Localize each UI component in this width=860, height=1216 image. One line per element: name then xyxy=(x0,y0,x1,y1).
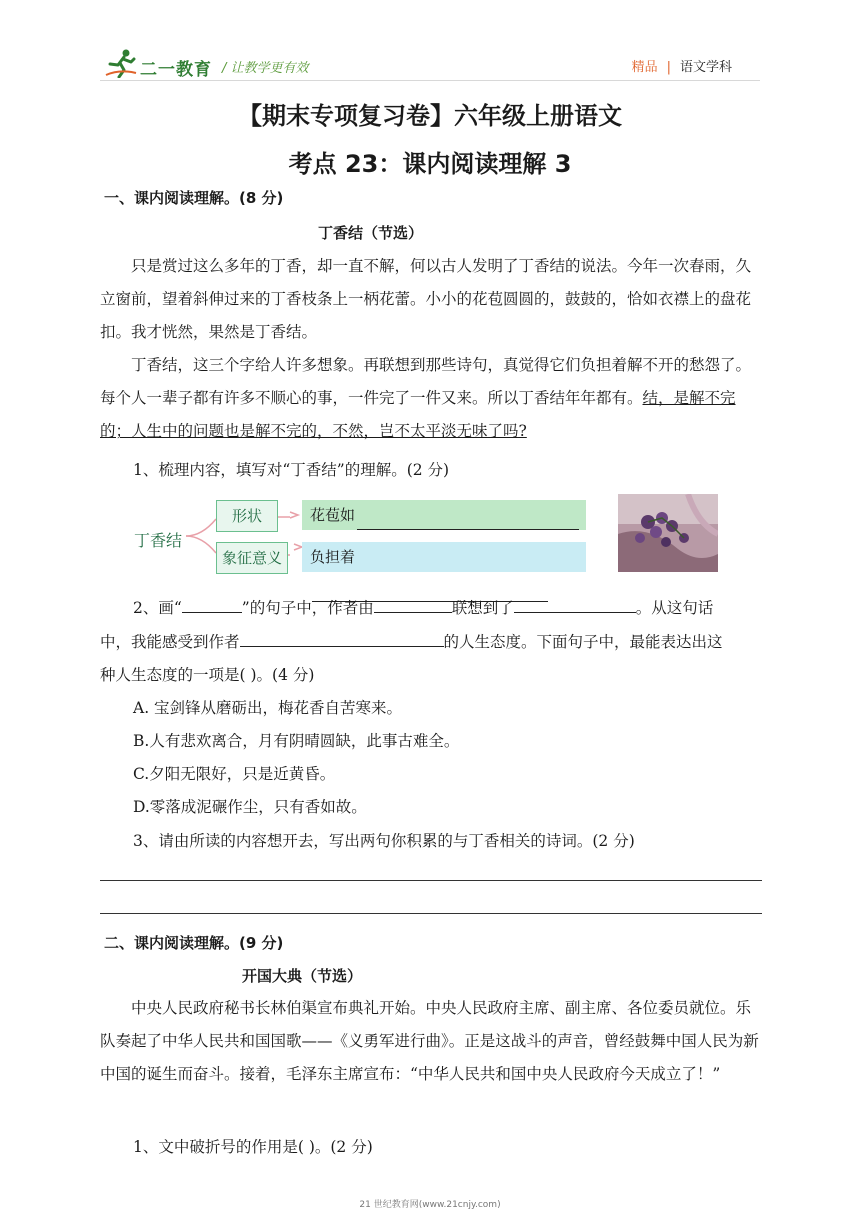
diagram-meaning-answer xyxy=(302,542,586,572)
q2-blank-sentence[interactable] xyxy=(182,598,242,613)
subject-tag: 语文学科 xyxy=(679,60,732,75)
answer-line-2[interactable] xyxy=(100,913,762,914)
brand-slogan: / 让教学更有效 xyxy=(222,61,309,76)
q2-text-c: 联想到了 xyxy=(451,599,514,617)
diagram-meaning-box: 象征意义 xyxy=(216,542,288,574)
section1-heading: 一、课内阅读理解。(8 分) xyxy=(104,189,284,207)
q2-text-d: 。从这句话 xyxy=(635,599,714,617)
brand-logo-text: 二一教育 xyxy=(140,60,212,80)
header-tags xyxy=(632,56,732,75)
shape-answer-blank[interactable] xyxy=(357,511,579,530)
diagram-shape-answer xyxy=(302,500,586,530)
q2-text-f: 的人生态度。下面句子中，最能表达出这 xyxy=(443,633,723,651)
shape-prefix: 花苞如 xyxy=(310,506,356,524)
header-divider xyxy=(100,80,760,81)
runner-logo-icon xyxy=(104,48,138,78)
question1: 1、梳理内容，填写对“丁香结”的理解。(2 分) xyxy=(133,461,450,479)
q2-blank-attitude[interactable] xyxy=(240,632,444,647)
option-b: B.人有悲欢离合，月有阴晴圆缺，此事古难全。 xyxy=(133,732,460,750)
diagram-shape-box: 形状 xyxy=(216,500,278,532)
section1-paragraph2 xyxy=(100,349,762,448)
q2-text-b: ”的句子中，作者由 xyxy=(241,599,374,617)
option-c: C.夕阳无限好，只是近黄昏。 xyxy=(133,765,336,783)
quality-tag: 精品 xyxy=(631,60,658,75)
question2-line1 xyxy=(133,596,713,618)
underlined-sentence: 结，是解不完的；人生中的问题也是解不完的，不然，岂不太平淡无味了吗? xyxy=(100,389,736,440)
option-d: D.零落成泥碾作尘，只有香如故。 xyxy=(133,798,367,816)
section1-paragraph1: 只是赏过这么多年的丁香，却一直不解，何以古人发明了丁香结的说法。今年一次春雨，久立窗前，望着斜伸过来的丁香枝条上一柄花蕾。小小的花苞圆圆的，鼓鼓的，恰如衣襟上的盘花扣。我才恍然，果然是丁香结。 xyxy=(100,257,752,341)
page-title: 【期末专项复习卷】六年级上册语文 xyxy=(238,102,622,130)
section2-passage-title: 开国大典（节选） xyxy=(242,967,363,985)
lilac-flower-photo xyxy=(618,494,718,572)
section2-question1: 1、文中破折号的作用是( )。(2 分) xyxy=(133,1138,373,1156)
answer-line-1[interactable] xyxy=(100,880,762,881)
meaning-prefix: 负担着 xyxy=(310,548,356,566)
q2-blank-from[interactable] xyxy=(374,598,452,613)
q2-text-a: 2、画“ xyxy=(133,599,182,617)
diagram-root-label: 丁香结 xyxy=(134,531,183,550)
section1-passage-title: 丁香结（节选） xyxy=(318,224,424,242)
question3: 3、请由所读的内容想开去，写出两句你积累的与丁香相关的诗词。(2 分) xyxy=(133,832,635,850)
q2-blank-to[interactable] xyxy=(514,598,636,613)
page-footer: 21 世纪教育网(www.21cnjy.com) xyxy=(359,1200,501,1210)
section2-heading: 二、课内阅读理解。(9 分) xyxy=(104,934,284,952)
paragraph2-text: 丁香结，这三个字给人许多想象。再联想到那些诗句，真觉得它们负担着解不开的愁怨了。每个人一辈子都有许多不顺心的事，一件完了一件又来。所以丁香结年年都有。 xyxy=(100,356,752,407)
tag-separator: | xyxy=(666,60,671,75)
question2-line2 xyxy=(100,630,723,652)
question2-line3: 种人生态度的一项是( )。(4 分) xyxy=(100,666,315,684)
q2-text-e: 中，我能感受到作者 xyxy=(100,633,240,651)
diagram-arrowheads xyxy=(284,508,304,554)
section2-paragraph1: 中央人民政府秘书长林伯渠宣布典礼开始。中央人民政府主席、副主席、各位委员就位。乐队奏起了中华人民共和国国歌——《义勇军进行曲》。正是这战斗的声音，曾经鼓舞中国人民为新中国的诞生而奋斗。接着，毛泽东主席宣布：“中华人民共和国中央人民政府今天成立了！” xyxy=(100,999,759,1083)
page-subtitle: 考点 23：课内阅读理解 3 xyxy=(288,150,572,178)
option-a: A. 宝剑锋从磨砺出，梅花香自苦寒来。 xyxy=(133,699,403,717)
